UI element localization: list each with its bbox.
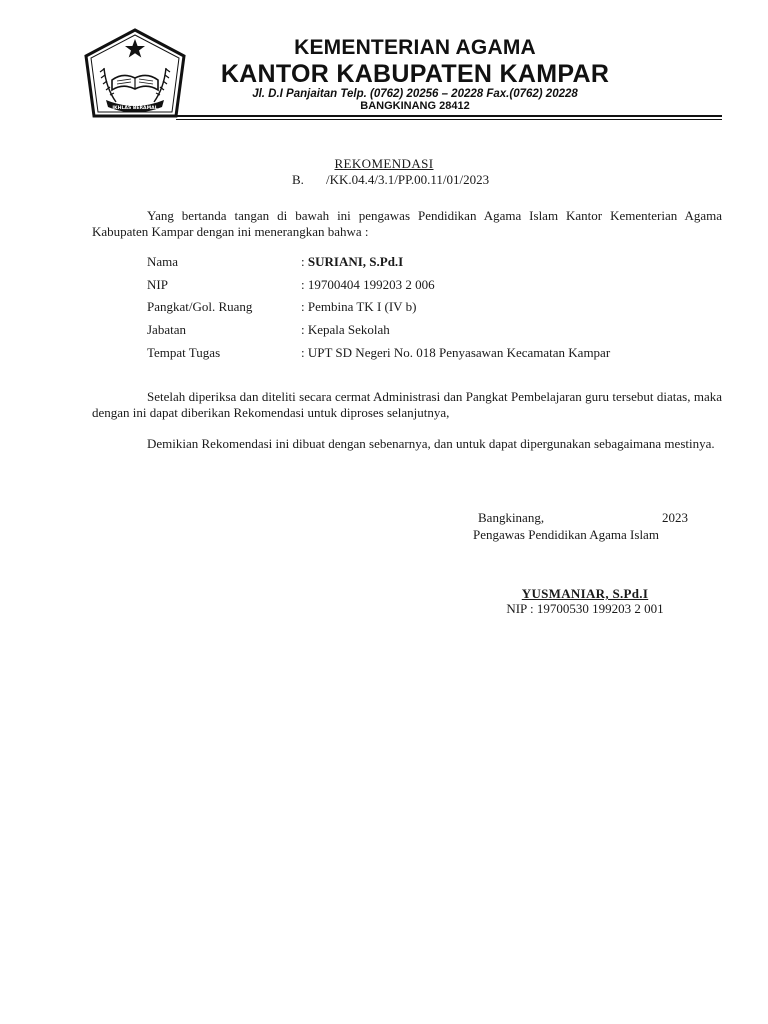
field-label: Pangkat/Gol. Ruang — [147, 299, 253, 314]
intro-paragraph: Yang bertanda tangan di bawah ini pengawas Pendidikan Agama Islam Kantor Kementerian Agama Kabupaten Kampar dengan ini menerangkan bahwa : — [92, 208, 722, 239]
svg-text:IKHLAS BERAMAL: IKHLAS BERAMAL — [112, 106, 158, 111]
field-colon: : — [301, 254, 308, 269]
signatory-nip: NIP : 19700530 199203 2 001 — [506, 601, 664, 616]
field-value: : Pembina TK I (IV b) — [301, 299, 417, 314]
field-value — [301, 254, 403, 270]
signature-place: Bangkinang, — [478, 510, 545, 525]
field-value: : Kepala Sekolah — [301, 322, 390, 337]
letterhead-divider — [176, 115, 722, 117]
field-value: : 19700404 199203 2 006 — [301, 277, 435, 292]
office-address: Jl. D.I Panjaitan Telp. (0762) 20256 – 20228 Fax.(0762) 20228 — [252, 88, 578, 100]
letter-title: REKOMENDASI — [334, 156, 434, 171]
letter-number — [292, 172, 489, 188]
signature-role: Pengawas Pendidikan Agama Islam — [473, 527, 659, 542]
field-label: NIP — [147, 277, 168, 292]
letter-number-prefix: B. — [292, 172, 304, 187]
field-nip — [147, 277, 727, 295]
assessment-paragraph: Setelah diperiksa dan diteliti secara cermat Administrasi dan Pangkat Pembelajaran guru tersebut diatas, maka dengan ini dapat diberikan Rekomendasi untuk diproses selanjutnya, — [92, 389, 722, 420]
signatory-name: YUSMANIAR, S.Pd.I — [521, 586, 649, 601]
person-name: SURIANI, S.Pd.I — [307, 254, 404, 269]
closing-paragraph: Demikian Rekomendasi ini dibuat dengan sebenarnya, dan untuk dapat dipergunakan sebagaimana mestinya. — [147, 436, 715, 451]
field-label: Jabatan — [147, 322, 186, 337]
field-value: : UPT SD Negeri No. 018 Penyasawan Kecamatan Kampar — [301, 345, 611, 360]
field-nama — [147, 254, 727, 272]
office-city: BANGKINANG 28412 — [360, 100, 470, 112]
signature-year: 2023 — [662, 510, 688, 525]
field-jabatan — [147, 322, 727, 340]
letter-number-value: /KK.04.4/3.1/PP.00.11/01/2023 — [326, 172, 490, 187]
kemenag-emblem-icon — [82, 28, 188, 120]
letterhead-divider-thin — [176, 119, 722, 120]
field-label: Tempat Tugas — [147, 345, 221, 360]
field-tempat-tugas — [147, 345, 727, 363]
field-pangkat — [147, 299, 727, 317]
office-name: KANTOR KABUPATEN KAMPAR — [220, 60, 610, 88]
ministry-name: KEMENTERIAN AGAMA — [294, 36, 536, 59]
field-label: Nama — [147, 254, 179, 269]
